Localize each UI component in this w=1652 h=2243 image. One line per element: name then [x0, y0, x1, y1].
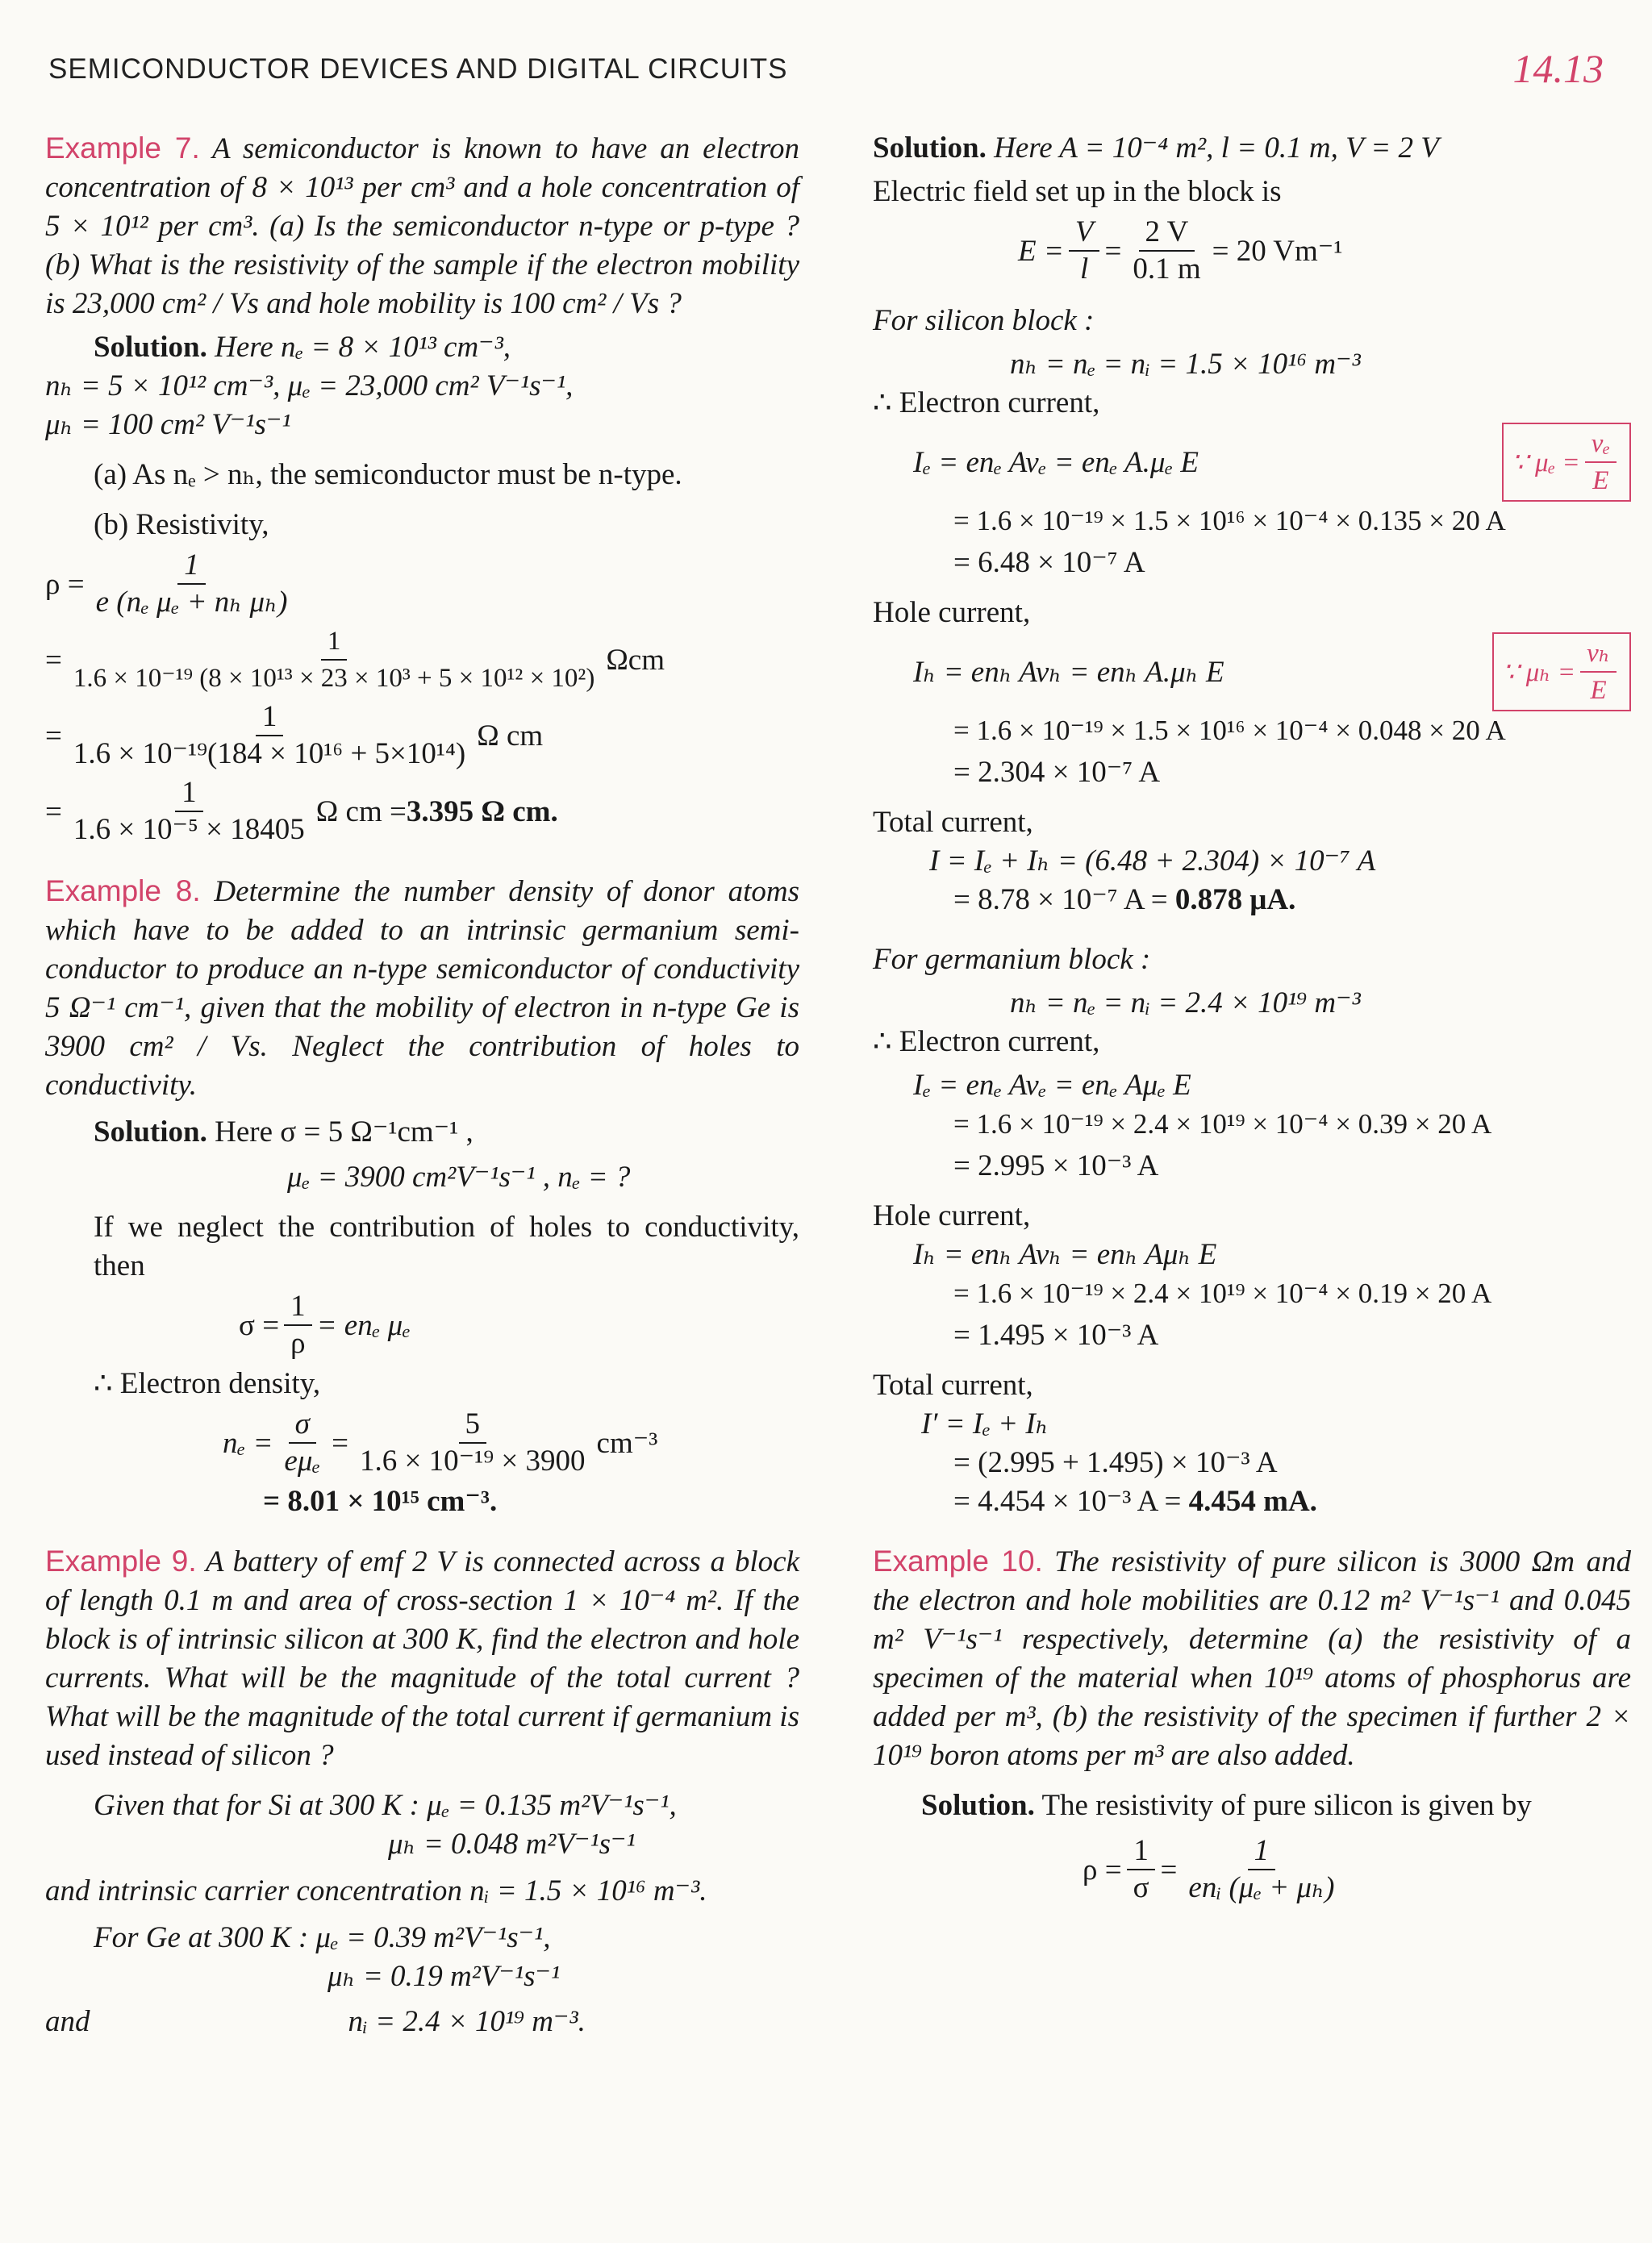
si-ie-2: = 1.6 × 10⁻¹⁹ × 1.5 × 10¹⁶ × 10⁻⁴ × 0.135 × 20 A — [953, 505, 1506, 536]
si-total-1: I = Iₑ + Iₕ = (6.48 + 2.304) × 10⁻⁷ A — [929, 844, 1376, 878]
example-8-neglect: If we neglect the contribution of holes to conductivity, then — [94, 1211, 799, 1282]
example-7-given-2: nₕ = 5 × 10¹² cm⁻³, μₑ = 23,000 cm² V⁻¹s⁻¹, — [45, 369, 574, 402]
ge-total-2: = (2.995 + 1.495) × 10⁻³ A — [953, 1446, 1278, 1479]
resistivity-eq-1: ρ = $\frac{1}{\text{e (nₑ μₑ + nₕ μₕ)}}$ — [45, 548, 288, 619]
example-8-given-2: μₑ = 3900 cm²V⁻¹s⁻¹ , nₑ = ? — [287, 1161, 631, 1194]
ge-ih-1: Iₕ = enₕ Avₕ = enₕ Aμₕ E — [913, 1238, 1217, 1271]
right-column — [873, 129, 1631, 1909]
ge-given-1: For Ge at 300 K : μₑ = 0.39 m²V⁻¹s⁻¹, — [94, 1921, 551, 1954]
si-given-1: Given that for Si at 300 K : μₑ = 0.135 m²V⁻¹s⁻¹, — [94, 1789, 677, 1822]
example-8-solution: Solution. Here σ = 5 Ω⁻¹cm⁻¹ , — [94, 1115, 473, 1149]
ge-ni-row: and nᵢ = 2.4 × 10¹⁹ m⁻³. — [45, 2005, 586, 2038]
ne-eq: nₑ = $\frac{\sigma}{\text{eμₑ}}$ = $\frac{5}{\text{1.6 × 10⁻¹⁹ × 3900}}$ cm⁻³ — [223, 1407, 658, 1478]
ge-total-label: Total current, — [873, 1369, 1033, 1402]
si-n: nₕ = nₑ = nᵢ = 1.5 × 10¹⁶ m⁻³ — [1010, 348, 1361, 381]
resistivity-result: 3.395 Ω cm. — [406, 794, 558, 828]
resistivity-eq-3: = $\frac{1}{\text{1.6 × 10⁻¹⁹(184 × 10¹⁶ + 5×10¹⁴)}}$ Ω cm — [45, 700, 544, 770]
electron-density-label: ∴ Electron density, — [94, 1367, 321, 1400]
field-eq: E = $\frac{V}{l}$ = $\frac{2 V}{0.1 m}$ = 20 Vm⁻¹ — [1018, 215, 1343, 286]
si-ih-3: = 2.304 × 10⁻⁷ A — [953, 756, 1161, 789]
ge-hole-label: Hole current, — [873, 1199, 1031, 1232]
ge-ie-2: = 1.6 × 10⁻¹⁹ × 2.4 × 10¹⁹ × 10⁻⁴ × 0.39 × 20 A — [953, 1108, 1492, 1140]
running-title: SEMICONDUCTOR DEVICES AND DIGITAL CIRCUITS — [48, 53, 788, 85]
ge-ie-1: Iₑ = enₑ Avₑ = enₑ Aμₑ E — [913, 1069, 1191, 1102]
field-text: Electric field set up in the block is — [873, 175, 1282, 208]
ge-total-3: = 4.454 × 10⁻³ A = 4.454 mA. — [953, 1485, 1317, 1518]
ge-n: nₕ = nₑ = nᵢ = 2.4 × 10¹⁹ m⁻³ — [1010, 986, 1361, 1019]
example-10-label: Example 10. — [873, 1545, 1043, 1578]
si-given-2: μₕ = 0.048 m²V⁻¹s⁻¹ — [388, 1828, 636, 1861]
example-7-part-a: (a) As nₑ > nₕ, the semiconductor must be n-type. — [94, 458, 682, 491]
ne-result: = 8.01 × 10¹⁵ cm⁻³. — [263, 1485, 498, 1518]
example-7-part-b: (b) Resistivity, — [94, 508, 269, 541]
si-ih-note: ∵ μₕ = $\frac{\text{vₕ}}{E}$ — [1492, 632, 1631, 711]
si-ni: and intrinsic carrier concentration nᵢ = 1.5 × 10¹⁶ m⁻³. — [45, 1874, 707, 1907]
page-number: 14.13 — [1512, 46, 1604, 91]
example-7-statement: Example 7. A semiconductor is known to have an electron concentration of 8 × 10¹³ per cm³ and a hole concentration of 5 × 10¹² per cm³. (a) Is the semiconductor n-type or p-type ? (b) What is the resistivity of the sample if the electron mobility is 23,000 cm² / Vs and hole mobility is 100 cm² / Vs ? — [45, 131, 799, 320]
ge-ih-3: = 1.495 × 10⁻³ A — [953, 1319, 1159, 1352]
example-7-solution: Solution. Here nₑ = 8 × 10¹³ cm⁻³, — [94, 331, 511, 364]
si-ie-3: = 6.48 × 10⁻⁷ A — [953, 546, 1145, 579]
ge-ie-3: = 2.995 × 10⁻³ A — [953, 1149, 1159, 1182]
example-10-statement: Example 10. The resistivity of pure silicon is 3000 Ωm and the electron and hole mobilities are 0.12 m² V⁻¹s⁻¹ and 0.045 m² V⁻¹s⁻¹ respectively, determine (a) the resistivity of a specimen of the material when 10¹⁹ atoms of phosphorus are added per m³, (b) the resistivity of the specimen if further 2 × 10¹⁹ boron atoms per m³ are also added. — [873, 1545, 1631, 1772]
si-ie-note: ∵ μₑ = $\frac{\text{vₑ}}{E}$ — [1502, 423, 1631, 502]
si-total-label: Total current, — [873, 806, 1033, 839]
example-10-solution: Solution. The resistivity of pure silicon is given by — [921, 1789, 1532, 1822]
left-column — [45, 129, 799, 2041]
example-8-statement: Example 8. Determine the number density of donor atoms which have to be added to an intrinsic germanium semi-conductor to produce an n-type semiconductor of conductivity 5 Ω⁻¹ cm⁻¹, given that the mobility of electron in n-type Ge is 3900 cm² / Vs. Neglect the contribution of holes to conductivity. — [45, 874, 799, 1102]
sigma-eq: σ = $\frac{1}{\rho}$ = enₑ μₑ — [239, 1290, 411, 1360]
si-ih-row: Iₕ = enₕ Avₕ = enₕ A.μₕ E ∵ μₕ = $\frac{\text{vₕ}}{E}$ — [873, 632, 1631, 711]
resistivity-eq-2: = $\frac{1}{\text{1.6 × 10⁻¹⁹ (8 × 10¹³ × 23 × 10³ + 5 × 10¹² × 10²)}}$ Ωcm — [45, 623, 799, 696]
ge-electron-label: ∴ Electron current, — [873, 1025, 1100, 1058]
ge-total-1: I′ = Iₑ + Iₕ — [921, 1407, 1049, 1440]
example-8-label: Example 8. — [45, 874, 201, 907]
ge-ih-2: = 1.6 × 10⁻¹⁹ × 2.4 × 10¹⁹ × 10⁻⁴ × 0.19 × 20 A — [953, 1278, 1492, 1309]
example-9-label: Example 9. — [45, 1545, 197, 1578]
example-9-solution: Solution. Here A = 10⁻⁴ m², l = 0.1 m, V = 2 V — [873, 131, 1439, 165]
example-9-statement: Example 9. A battery of emf 2 V is connected across a block of length 0.1 m and area of cross-section 1 × 10⁻⁴ m². If the block is of intrinsic silicon at 300 K, find the electron and hole currents. What will be the magnitude of the total current ? What will be the magnitude of the total current if germanium is used instead of silicon ? — [45, 1545, 799, 1772]
solution-label: Solution. — [94, 331, 207, 364]
example-7-given-3: μₕ = 100 cm² V⁻¹s⁻¹ — [45, 408, 291, 441]
si-hole-label: Hole current, — [873, 596, 1031, 629]
resistivity-eq-4: = $\frac{1}{\text{1.6 × 10⁻⁵ × 18405}}$ Ω cm = 3.395 Ω cm. — [45, 776, 558, 846]
si-ie-row: Iₑ = enₑ Avₑ = enₑ A.μₑ E ∵ μₑ = $\frac{\text{vₑ}}{E}$ — [873, 423, 1631, 502]
rho-eq: ρ = $\frac{1}{\sigma}$ = $\frac{1}{\text{enᵢ (μₑ + μₕ)}}$ — [1083, 1834, 1335, 1904]
si-total-2: = 8.78 × 10⁻⁷ A = 0.878 μA. — [953, 883, 1296, 916]
si-electron-label: ∴ Electron current, — [873, 386, 1100, 419]
si-block-label: For silicon block : — [873, 304, 1095, 337]
si-ih-2: = 1.6 × 10⁻¹⁹ × 1.5 × 10¹⁶ × 10⁻⁴ × 0.048 × 20 A — [953, 715, 1506, 746]
ge-block-label: For germanium block : — [873, 943, 1151, 976]
example-7-label: Example 7. — [45, 131, 200, 165]
ge-given-2: μₕ = 0.19 m²V⁻¹s⁻¹ — [327, 1960, 561, 1993]
